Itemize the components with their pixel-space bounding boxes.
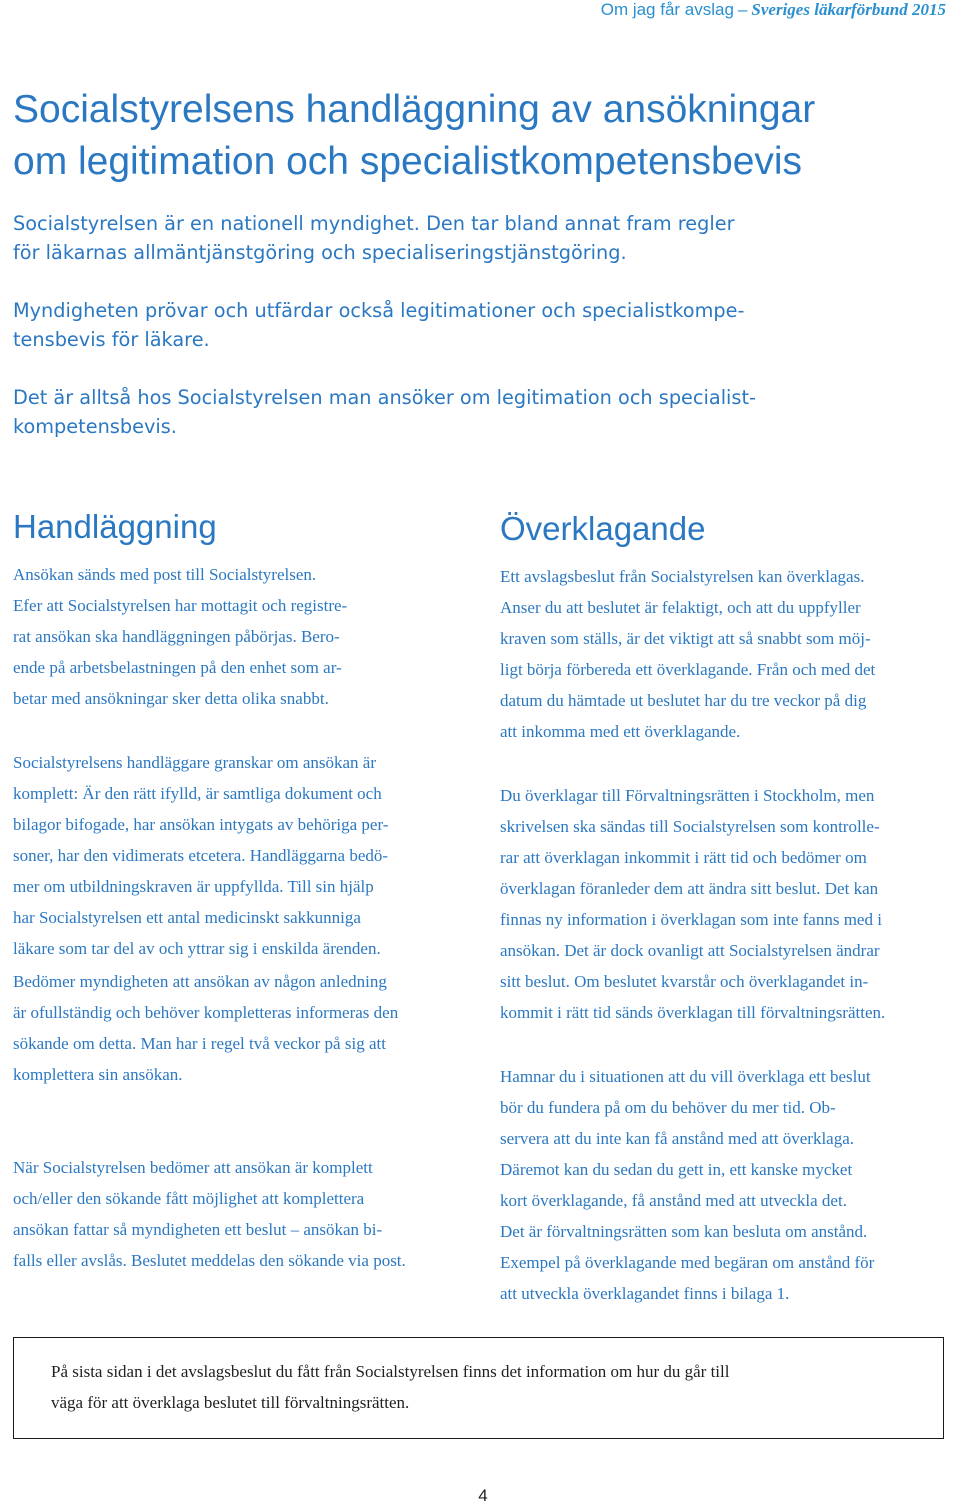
section-heading-overklagande: Överklagande <box>500 510 706 547</box>
page-title: Socialstyrelsens handläggning av ansökningar om legitimation och specialistkompetensbevis <box>13 88 816 183</box>
intro-paragraph-1: Socialstyrelsen är en nationell myndighet. Den tar bland annat fram regler för läkarnas allmäntjänstgöring och specialiseringstjänstgöring. <box>13 212 735 264</box>
page-number: 4 <box>478 1486 488 1505</box>
overklagande-paragraph-3: Hamnar du i situationen att du vill överklaga ett beslut bör du fundera på om du behöver du mer tid. Ob- servera att du inte kan få anstånd med att överklaga. Däremot kan du sedan du gett in, ett kanske mycket kort överklagande, få anstånd med att utveckla det. Det är förvaltningsrätten som kan besluta om anstånd. Exempel på överklagande med begäran om anstånd för att utveckla överklagandet finns i bilaga 1. <box>500 1067 875 1303</box>
intro-paragraph-3: Det är alltså hos Socialstyrelsen man ansöker om legitimation och specialist- kompetensbevis. <box>13 386 756 438</box>
handlaggning-paragraph-3: Bedömer myndigheten att ansökan av någon anledning är ofullständig och behöver kompletteras informeras den sökande om detta. Man har i regel två veckor på sig att komplettera sin ansökan. <box>13 972 399 1084</box>
overklagande-paragraph-1: Ett avslagsbeslut från Socialstyrelsen kan överklagas. Anser du att beslutet är felaktigt, och att du uppfyller kraven som ställs, är det viktigt att så snabbt som möj- ligt börja förbereda ett överklagande. Från och med det datum du hämtade ut beslutet har du tre veckor på dig att inkomma med ett överklagande. <box>500 567 876 741</box>
intro-paragraph-2: Myndigheten prövar och utfärdar också legitimationer och specialistkompe- tensbevis för läkare. <box>13 299 745 351</box>
info-note-box <box>13 1337 944 1439</box>
running-header <box>601 0 946 28</box>
info-note-text: På sista sidan i det avslagsbeslut du fått från Socialstyrelsen finns det information om hur du går till väga för att överklaga beslutet till förvaltningsrätten. <box>51 1362 730 1412</box>
running-header-organization: Sveriges läkarförbund 2015 <box>751 0 946 19</box>
handlaggning-paragraph-2: Socialstyrelsens handläggare granskar om ansökan är komplett: Är den rätt ifylld, är samtliga dokument och bilagor bifogade, har ansökan intygats av behöriga per- soner, har den vidimerats etcetera. Handläggarna bedö- mer om utbildningskraven är uppfyllda. Till sin hjälp har Socialstyrelsen ett antal medicinskt sakkunniga läkare som tar del av och yttrar sig i enskilda ärenden. <box>13 753 389 958</box>
handlaggning-paragraph-1: Ansökan sänds med post till Socialstyrelsen. Efer att Socialstyrelsen har mottagit och registre- rat ansökan ska handläggningen påbörjas. Bero- ende på arbetsbelastningen på den enhet som ar- betar med ansökningar sker detta olika snabbt. <box>13 565 348 708</box>
running-header-separator: – <box>737 0 748 19</box>
section-heading-handlaggning: Handläggning <box>13 508 217 545</box>
overklagande-paragraph-2: Du överklagar till Förvaltningsrätten i Stockholm, men skrivelsen ska sändas till Socialstyrelsen som kontrolle- rar att överklagan inkommit i rätt tid och bedömer om överklagan föranleder dem att ändra sitt beslut. Det kan finnas ny information i överklagan som inte fanns med i ansökan. Det är dock ovanligt att Socialstyrelsen ändrar sitt beslut. Om beslutet kvarstår och överklagandet in- kommit i rätt tid sänds överklagan till förvaltningsrätten. <box>500 786 886 1022</box>
running-header-publication: Om jag får avslag <box>600 0 734 19</box>
handlaggning-paragraph-4: När Socialstyrelsen bedömer att ansökan är komplett och/eller den sökande fått möjlighet att komplettera ansökan fattar så myndigheten ett beslut – ansökan bi- falls eller avslås. Beslutet meddelas den sökande via post. <box>13 1158 406 1270</box>
